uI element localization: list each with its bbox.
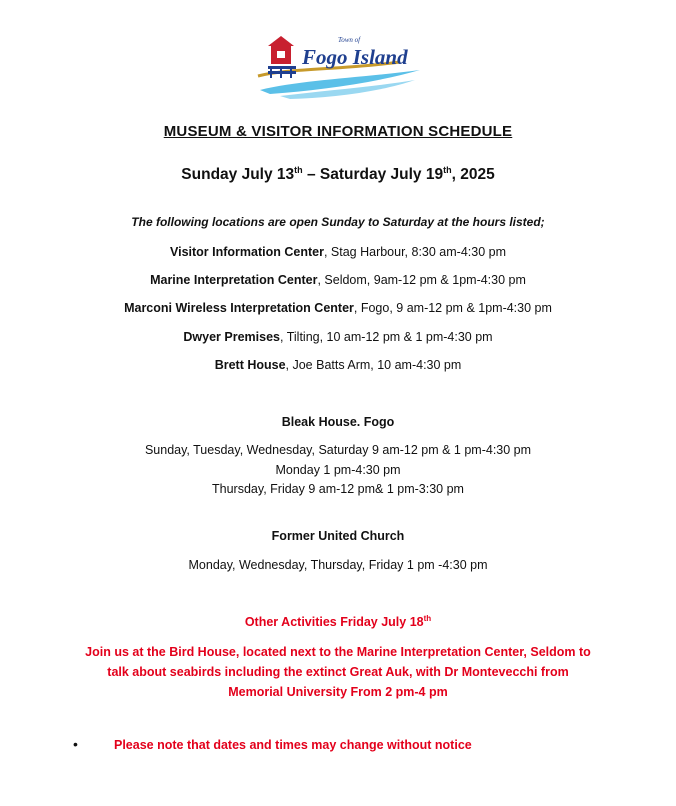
- location-line: Dwyer Premises, Tilting, 10 am-12 pm & 1 pm-4:30 pm: [183, 330, 493, 344]
- location-line: Brett House, Joe Batts Arm, 10 am-4:30 pm: [214, 358, 462, 372]
- logo-name: Fogo Island: [302, 45, 408, 69]
- church-heading: Former United Church: [271, 529, 405, 543]
- bleak-house-heading: Bleak House. Fogo: [281, 415, 395, 429]
- date-range: Sunday July 13th – Saturday July 19th, 2025: [181, 165, 495, 184]
- page-title: MUSEUM & VISITOR INFORMATION SCHEDULE: [163, 123, 513, 140]
- intro-text: The following locations are open Sunday to Saturday at the hours listed;: [131, 215, 545, 229]
- location-line: Marconi Wireless Interpretation Center, Fogo, 9 am-12 pm & 1pm-4:30 pm: [124, 301, 552, 315]
- bleak-house-hours: Thursday, Friday 9 am-12 pm& 1 pm-3:30 pm: [212, 482, 464, 496]
- other-activities-heading: Other Activities Friday July 18th: [244, 614, 432, 630]
- bleak-house-hours: Monday 1 pm-4:30 pm: [275, 463, 401, 477]
- bird-house-event: Join us at the Bird House, located next to the Marine Interpretation Center, Seldom to talk about seabirds including the extinct Great Auk, with Dr Montevecchi from Memorial University From 2 pm-4 pm: [85, 645, 591, 699]
- bullet-icon: •: [73, 736, 78, 752]
- bleak-house-hours: Sunday, Tuesday, Wednesday, Saturday 9 am-12 pm & 1 pm-4:30 pm: [144, 443, 532, 457]
- location-line: Marine Interpretation Center, Seldom, 9am-12 pm & 1pm-4:30 pm: [150, 273, 526, 287]
- logo-small-text: Town of: [338, 36, 361, 44]
- church-hours: Monday, Wednesday, Thursday, Friday 1 pm -4:30 pm: [188, 558, 488, 572]
- change-notice: Please note that dates and times may change without notice: [114, 738, 472, 752]
- location-line: Visitor Information Center, Stag Harbour, 8:30 am-4:30 pm: [169, 245, 506, 259]
- fogo-island-logo: [250, 30, 430, 102]
